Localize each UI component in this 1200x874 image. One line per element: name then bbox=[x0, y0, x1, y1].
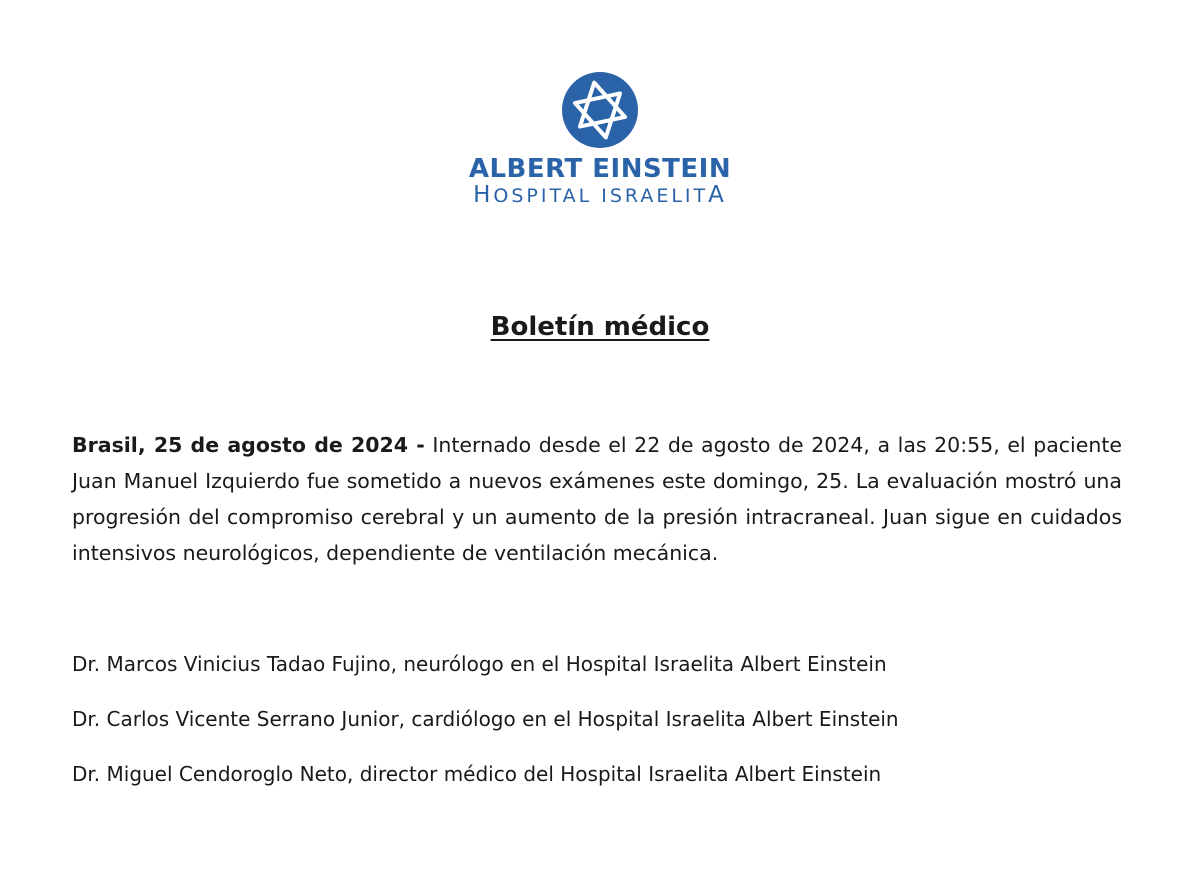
logo-subtitle-last: A bbox=[708, 182, 727, 208]
logo-name: ALBERT EINSTEIN bbox=[468, 154, 732, 184]
signature-cardiologist: Dr. Carlos Vicente Serrano Junior, cardiólogo en el Hospital Israelita Albert Einstein bbox=[72, 707, 899, 731]
hospital-logo bbox=[0, 70, 1200, 207]
signature-list bbox=[72, 646, 1152, 811]
bulletin-dateline: Brasil, 25 de agosto de 2024 - bbox=[72, 433, 425, 457]
signature-neurologist: Dr. Marcos Vinicius Tadao Fujino, neurólogo en el Hospital Israelita Albert Einstein bbox=[72, 652, 887, 676]
logo-subtitle-middle: OSPITAL ISRAELIT bbox=[493, 185, 709, 207]
signature-medical-director: Dr. Miguel Cendoroglo Neto, director médico del Hospital Israelita Albert Einstein bbox=[72, 762, 882, 786]
logo-subtitle bbox=[0, 184, 1200, 207]
star-of-david-icon bbox=[560, 70, 640, 150]
bulletin-text: Internado desde el 22 de agosto de 2024, a las 20:55, el paciente Juan Manuel Izquierdo fue sometido a nuevos exámenes este domingo, 25. La evaluación mostró una progresión del compromiso cerebral y un aumento de la presión intracraneal. Juan sigue en cuidados intensivos neurológicos, dependiente de ventilación mecánica. bbox=[72, 433, 1123, 565]
bulletin-body bbox=[72, 427, 1122, 571]
logo-subtitle-first: H bbox=[473, 182, 494, 208]
page-title: Boletín médico bbox=[490, 312, 710, 342]
